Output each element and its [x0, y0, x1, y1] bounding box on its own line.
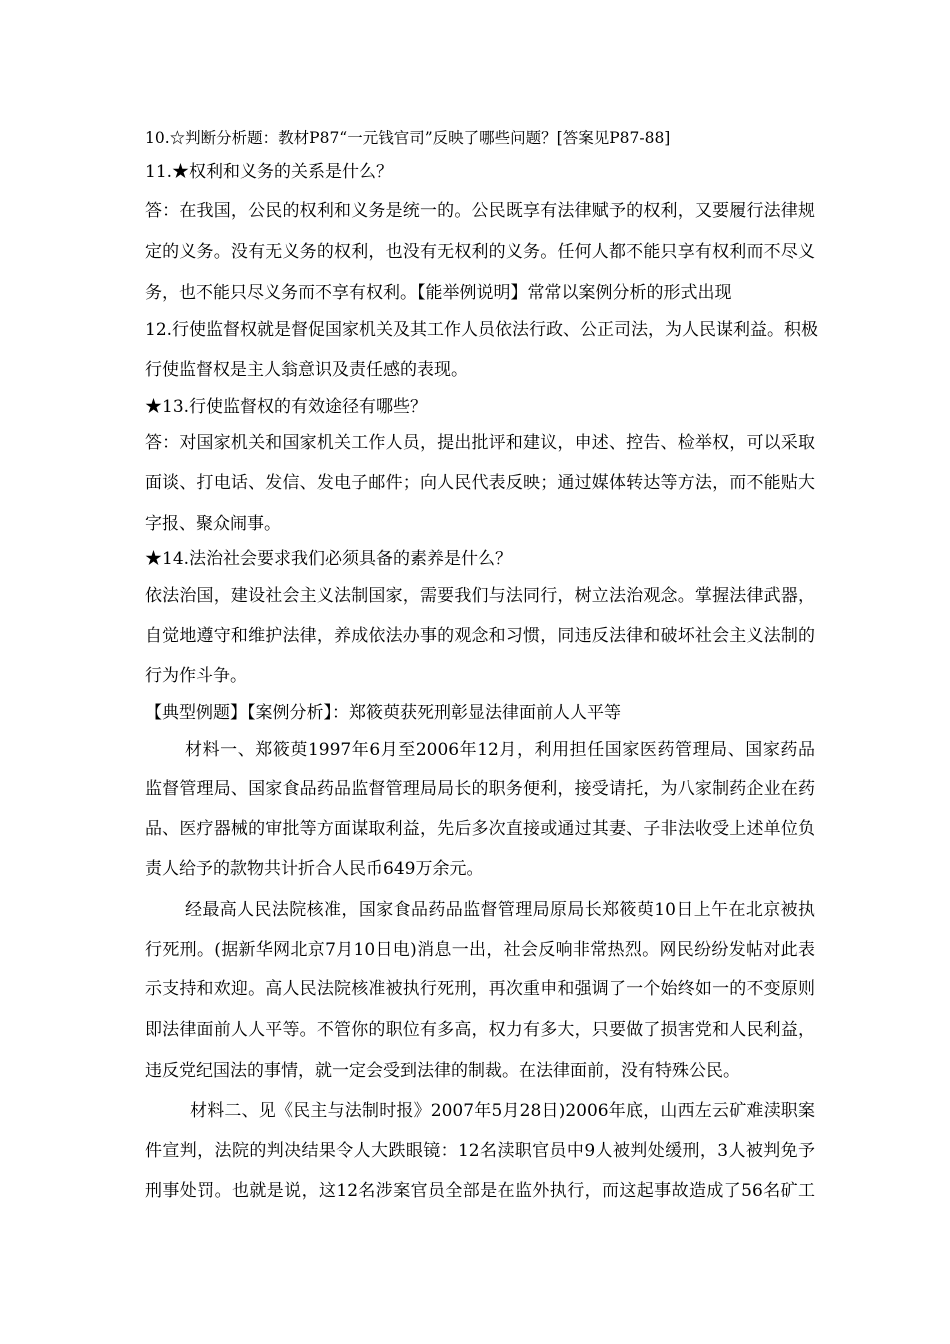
- material-1-line-1: 材料一、郑筱萸1997年6月至2006年12月，利用担任国家医药管理局、国家药品: [185, 740, 815, 760]
- question-10: 10.☆判断分析题：教材P87“一元钱官司”反映了哪些问题？[答案见P87-88]: [145, 129, 671, 147]
- answer-11-line-3: 务，也不能只尽义务而不享有权利。【能举例说明】常常以案例分析的形式出现: [145, 283, 732, 303]
- answer-11-line-1: 答：在我国，公民的权利和义务是统一的。公民既享有法律赋予的权利，又要履行法律规: [145, 201, 815, 221]
- point-12-line-1: 12.行使监督权就是督促国家机关及其工作人员依法行政、公正司法，为人民谋利益。积极: [145, 320, 819, 340]
- commentary-line-2: 行死刑。(据新华网北京7月10日电)消息一出，社会反响非常热烈。网民纷纷发帖对此表: [145, 940, 815, 960]
- answer-14-line-3: 行为作斗争。: [145, 666, 247, 686]
- answer-11-line-2: 定的义务。没有无义务的权利，也没有无权利的义务。任何人都不能只享有权利而不尽义: [145, 242, 815, 262]
- commentary-line-1: 经最高人民法院核准，国家食品药品监督管理局原局长郑筱萸10日上午在北京被执: [185, 900, 815, 920]
- material-1-line-4: 责人给予的款物共计折合人民币649万余元。: [145, 859, 484, 879]
- answer-13-line-2: 面谈、打电话、发信、发电子邮件；向人民代表反映；通过媒体转达等方法，而不能贴大: [145, 473, 815, 493]
- commentary-line-5: 违反党纪国法的事情，就一定会受到法律的制裁。在法律面前，没有特殊公民。: [145, 1061, 740, 1081]
- question-11: 11.★权利和义务的关系是什么？: [145, 162, 394, 182]
- question-13: ★13.行使监督权的有效途径有哪些？: [145, 397, 428, 417]
- commentary-line-3: 示支持和欢迎。高人民法院核准被执行死刑，再次重申和强调了一个始终如一的不变原则: [145, 979, 815, 999]
- material-2-line-2: 件宣判，法院的判决结果令人大跌眼镜：12名渎职官员中9人被判处缓刑，3人被判免予: [145, 1141, 815, 1161]
- material-1-line-2: 监督管理局、国家食品药品监督管理局局长的职务便利，接受请托，为八家制药企业在药: [145, 779, 815, 799]
- material-2-line-1: 材料二、见《民主与法制时报》2007年5月28日)2006年底，山西左云矿难渎职案: [190, 1101, 815, 1121]
- material-1-line-3: 品、医疗器械的审批等方面谋取利益，先后多次直接或通过其妻、子非法收受上述单位负: [145, 819, 815, 839]
- answer-14-line-1: 依法治国，建设社会主义法制国家，需要我们与法同行，树立法治观念。掌握法律武器，: [145, 586, 815, 606]
- question-14: ★14.法治社会要求我们必须具备的素养是什么？: [145, 549, 513, 569]
- material-2-line-3: 刑事处罚。也就是说，这12名涉案官员全部是在监外执行，而这起事故造成了56名矿工: [145, 1181, 815, 1201]
- point-12-line-2: 行使监督权是主人翁意识及责任感的表现。: [145, 360, 468, 380]
- commentary-line-4: 即法律面前人人平等。不管你的职位有多高，权力有多大，只要做了损害党和人民利益，: [145, 1020, 815, 1040]
- answer-13-line-1: 答：对国家机关和国家机关工作人员，提出批评和建议，申述、控告、检举权，可以采取: [145, 433, 815, 453]
- answer-14-line-2: 自觉地遵守和维护法律，养成依法办事的观念和习惯，同违反法律和破坏社会主义法制的: [145, 626, 815, 646]
- example-heading: 【典型例题】【案例分析】：郑筱萸获死刑彰显法律面前人人平等: [145, 703, 621, 723]
- answer-13-line-3: 字报、聚众闹事。: [145, 514, 281, 534]
